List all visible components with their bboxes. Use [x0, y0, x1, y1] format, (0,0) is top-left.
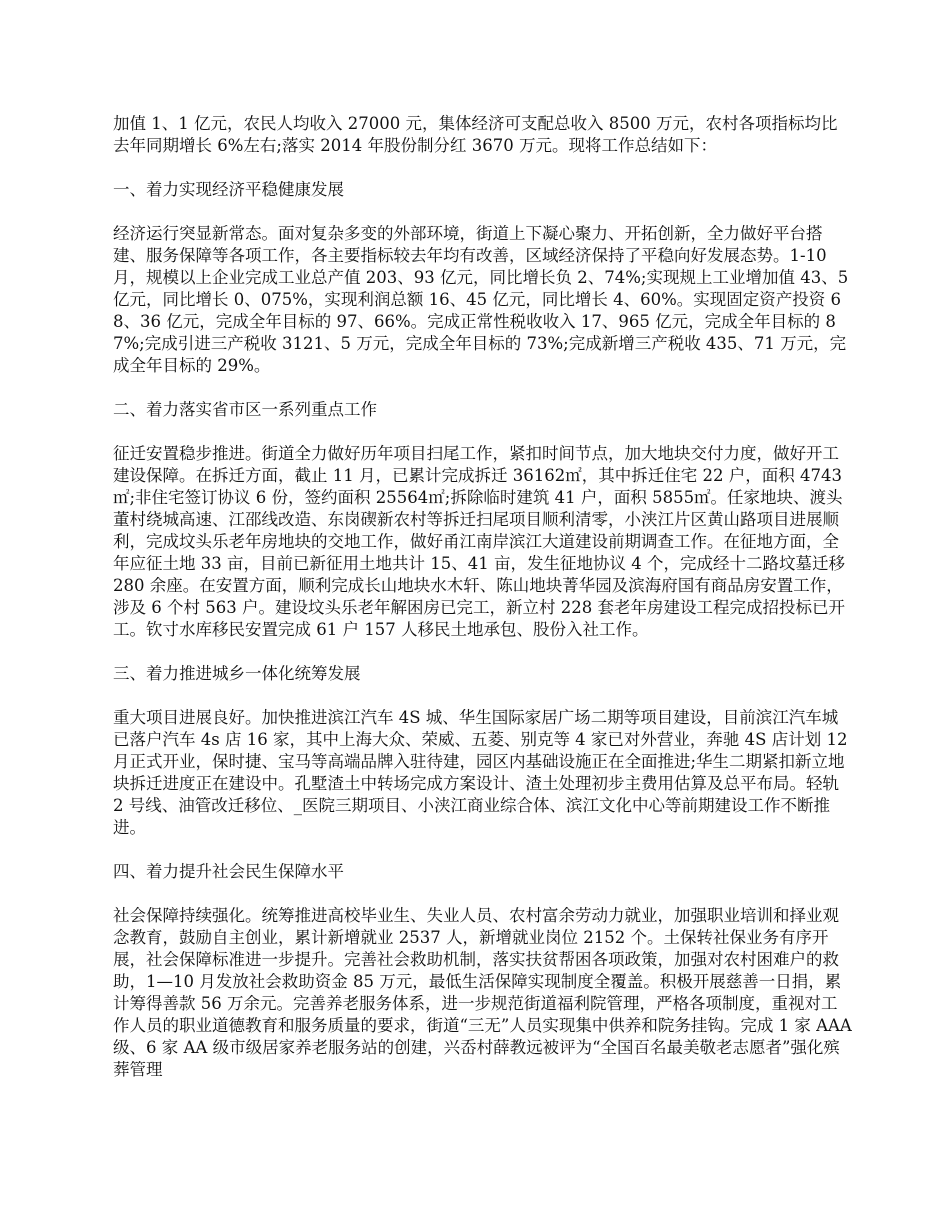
intro-paragraph: 加值 1、1 亿元，农民人均收入 27000 元，集体经济可支配总收入 8500 万元，农村各项指标均比去年同期增长 6%左右;落实 2014 年股份制分红 3670 万元。现将工作总结如下：	[113, 114, 838, 155]
section-1-paragraph: 经济运行突显新常态。面对复杂多变的外部环境，街道上下凝心聚力、开拓创新，全力做好平台搭建、服务保障等各项工作，各主要指标较去年均有改善，区域经济保持了平稳向好发展态势。1-10 月，规模以上企业完成工业总产值 203、93 亿元，同比增长负 2、74%;实现规上工业增加值 43、5 亿元，同比增长 0、075%，实现利润总额 16、45 亿元，同比增长 4、60%。实现固定资产投资 68、36 亿元，完成全年目标的 97、66%。完成正常性税收收入 17、965 亿元，完成全年目标的 87%;完成引进三产税收 3121、5 万元，完成全年目标的 73%;完成新增三产税收 435、71 万元，完成全年目标的 29%。	[113, 224, 849, 375]
section-2-paragraph: 征迁安置稳步推进。街道全力做好历年项目扫尾工作，紧扣时间节点，加大地块交付力度，做好开工建设保障。在拆迁方面，截止 11 月，已累计完成拆迁 36162㎡，其中拆迁住宅 22 户，面积 4743㎡;非住宅签订协议 6 份，签约面积 25564㎡;拆除临时建筑 41 户，面积 5855㎡。任家地块、渡头董村绕城高速、江邵线改造、东岗碶新农村等拆迁扫尾项目顺利清零，小浃江片区黄山路项目进展顺利，完成坟头乐老年房地块的交地工作，做好甬江南岸滨江大道建设前期调查工作。在征地方面，全年应征土地 33 亩，目前已新征用土地共计 15、41 亩，发生征地协议 4 个，完成经十二路坟墓迁移 280 余座。在安置方面，顺利完成长山地块水木轩、陈山地块菁华园及滨海府国有商品房安置工作，涉及 6 个村 563 户。建设坟头乐老年解困房已完工，新立村 228 套老年房建设工程完成招投标已开工。钦寸水库移民安置完成 61 户 157 人移民土地承包、股份入社工作。	[113, 444, 845, 639]
section-3-heading: 三、着力推进城乡一体化统筹发展	[113, 664, 361, 683]
section-3-paragraph: 重大项目进展良好。加快推进滨江汽车 4S 城、华生国际家居广场二期等项目建设，目前滨江汽车城已落户汽车 4s 店 16 家，其中上海大众、荣威、五菱、别克等 4 家已对外营业，奔驰 4S 店计划 12 月正式开业，保时捷、宝马等高端品牌入驻待建，园区内基础设施正在全面推进;华生二期紧扣新立地块拆迁进度正在建设中。孔墅渣土中转场完成方案设计、渣土处理初步主费用估算及总平布局。轻轨 2 号线、油管改迁移位、_医院三期项目、小浃江商业综合体、滨江文化中心等前期建设工作不断推进。	[113, 708, 848, 837]
section-1-heading: 一、着力实现经济平稳健康发展	[113, 180, 344, 199]
section-4-paragraph: 社会保障持续强化。统筹推进高校毕业生、失业人员、农村富余劳动力就业，加强职业培训和择业观念教育，鼓励自主创业，累计新增就业 2537 人，新增就业岗位 2152 个。土保转社保业务有序开展，社会保障标准进一步提升。完善社会救助机制，落实扶贫帮困各项政策，加强对农村困难户的救助，1—10 月发放社会救助资金 85 万元，最低生活保障实现制度全覆盖。积极开展慈善一日捐，累计筹得善款 56 万余元。完善养老服务体系，进一步规范街道福利院管理，严格各项制度，重视对工作人员的职业道德教育和服务质量的要求，街道“三无”人员实现集中供养和院务挂钩。完成 1 家 AAA 级、6 家 AA 级市级居家养老服务站的创建，兴岙村薛教远被评为“全国百名最美敬老志愿者”强化殡葬管理	[113, 906, 852, 1079]
document-body	[113, 113, 853, 1103]
section-2-heading: 二、着力落实省市区一系列重点工作	[113, 400, 377, 419]
section-4-heading: 四、着力提升社会民生保障水平	[113, 862, 344, 881]
